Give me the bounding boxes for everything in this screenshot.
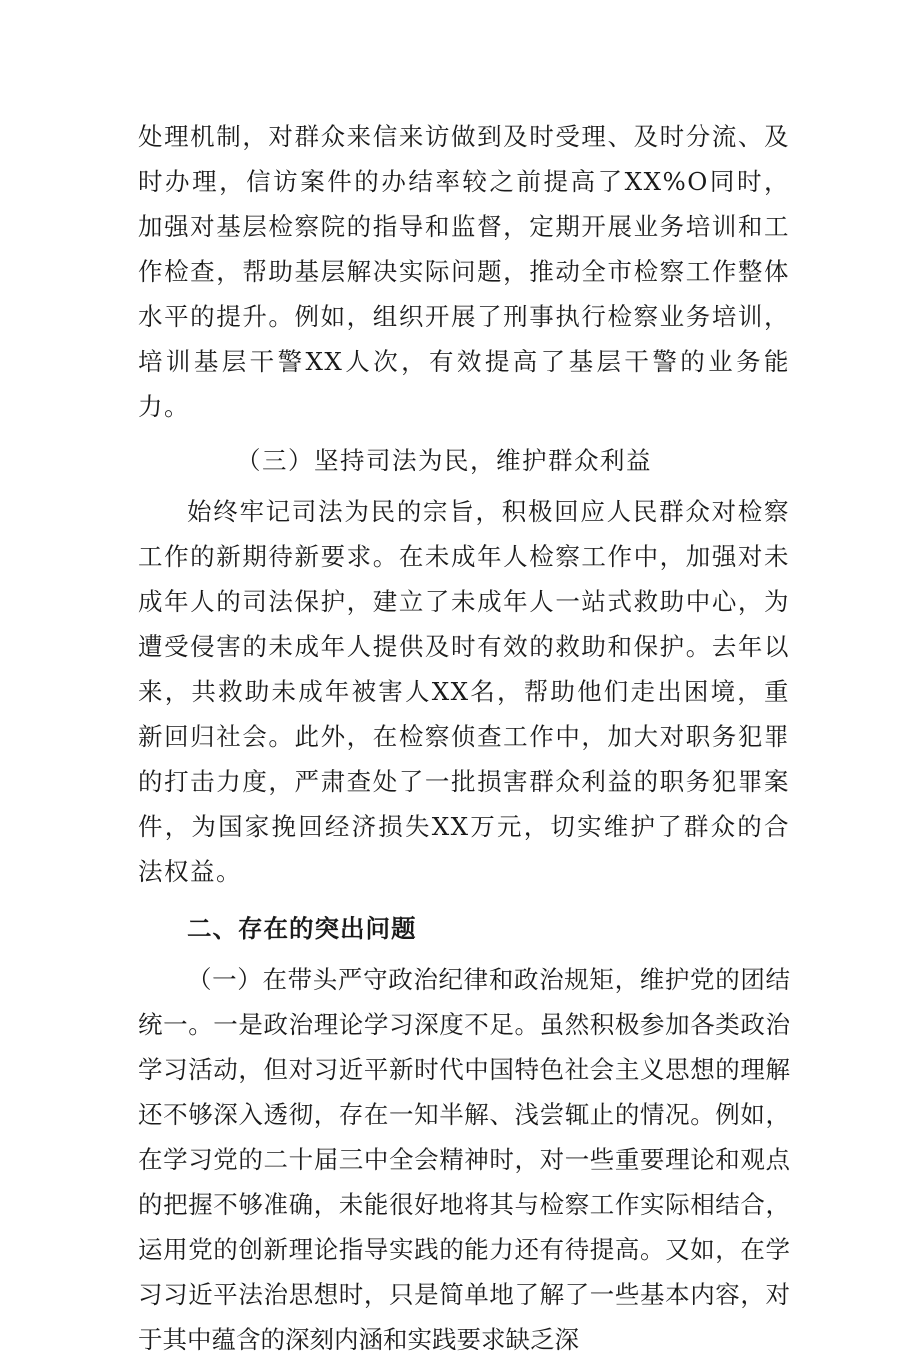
subsection-heading-3: （三）坚持司法为民，维护群众利益 [236, 446, 652, 475]
paragraph-4: （一）在带头严守政治纪律和政治规矩，维护党的团结统一。一是政治理论学习深度不足。虽然积极参加各类政治学习活动，但对习近平新时代中国特色社会主义思想的理解还不够深入透彻，存在一知半解、浅尝辄止的情况。例如，在学习党的二十届三中全会精神时，对一些重要理论和观点的把握不够准确，未能很好地将其与检察工作实际相结合，运用党的创新理论指导实践的能力还有待提高。又如，在学习习近平法治思想时，只是简单地了解了一些基本内容，对于其中蕴含的深刻内涵和实践要求缺乏深 [138, 965, 790, 1354]
document-body [138, 114, 790, 1362]
paragraph-continuation: 处理机制，对群众来信来访做到及时受理、及时分流、及时办理，信访案件的办结率较之前提高了XX%O同时，加强对基层检察院的指导和监督，定期开展业务培训和工作检查，帮助基层解决实际问题，推动全市检察工作整体水平的提升。例如，组织开展了刑事执行检察业务培训，培训基层干警XX人次，有效提高了基层干警的业务能力。 [138, 122, 790, 421]
paragraph-3: 始终牢记司法为民的宗旨，积极回应人民群众对检察工作的新期待新要求。在未成年人检察工作中，加强对未成年人的司法保护，建立了未成年人一站式救助中心，为遭受侵害的未成年人提供及时有效的救助和保护。去年以来，共救助未成年被害人XX名，帮助他们走出困境，重新回归社会。此外，在检察侦查工作中，加大对职务犯罪的打击力度，严肃查处了一批损害群众利益的职务犯罪案件，为国家挽回经济损失XX万元，切实维护了群众的合法权益。 [138, 497, 790, 886]
section-heading-2: 二、存在的突出问题 [187, 914, 417, 943]
